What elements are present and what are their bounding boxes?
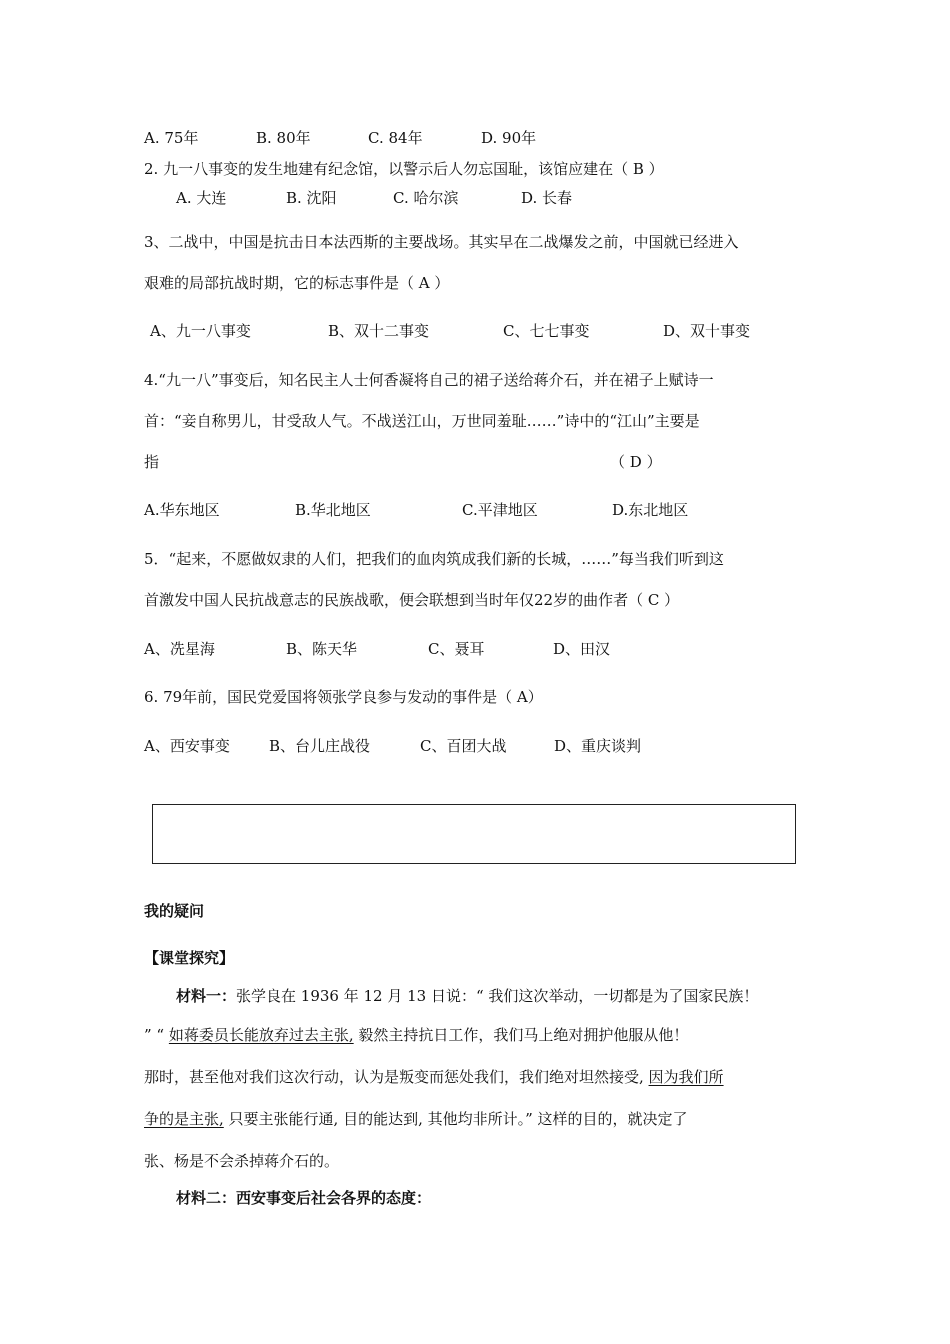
q3-option-a: A、九一八事变 bbox=[150, 322, 251, 340]
q3-line2: 艰难的局部抗战时期，它的标志事件是（ A ） bbox=[144, 274, 450, 292]
q3-option-d: D、双十事变 bbox=[663, 322, 751, 340]
q4-option-a: A.华东地区 bbox=[144, 501, 220, 519]
q6-option-d: D、重庆谈判 bbox=[554, 737, 642, 755]
material1-line4-rest: 只要主张能行通, 目的能达到, 其他均非所计。” 这样的目的，就决定了 bbox=[223, 1110, 688, 1128]
material1-line2-prefix: ” “ bbox=[144, 1026, 169, 1044]
material1-line3-text: 那时，甚至他对我们这次行动，认为是叛变而惩处我们，我们绝对坦然接受, bbox=[144, 1068, 649, 1086]
q2-option-c: C. 哈尔滨 bbox=[393, 189, 459, 207]
material1-underlined-reason: 因为我们所 bbox=[648, 1068, 724, 1086]
blank-answer-box bbox=[152, 804, 796, 864]
material1-underlined-quote: 如蒋委员长能放弃过去主张, bbox=[168, 1026, 354, 1044]
q4-line1: 4.“九一八”事变后，知名民主人士何香凝将自己的裙子送给蒋介石，并在裙子上赋诗一 bbox=[144, 371, 714, 389]
q1-option-a: A. 75年 bbox=[144, 129, 199, 147]
q1-option-c: C. 84年 bbox=[368, 129, 423, 147]
q4-option-d: D.东北地区 bbox=[612, 501, 689, 519]
my-questions-heading: 我的疑问 bbox=[144, 902, 205, 920]
explore-heading: 【课堂探究】 bbox=[144, 949, 235, 967]
q6-option-b: B、台儿庄战役 bbox=[269, 737, 371, 755]
material1-line1 bbox=[176, 985, 758, 1006]
q5-option-a: A、冼星海 bbox=[144, 640, 215, 658]
q5-line1: 5．“起来，不愿做奴隶的人们，把我们的血肉筑成我们新的长城，……”每当我们听到这 bbox=[144, 550, 724, 568]
q4-line2: 首：“妾自称男儿，甘受敌人气。不战送江山，万世同羞耻……”诗中的“江山”主要是 bbox=[144, 412, 700, 430]
q5-option-c: C、聂耳 bbox=[428, 640, 485, 658]
material1-label: 材料一： bbox=[176, 987, 237, 1005]
q3-line1: 3、二战中，中国是抗击日本法西斯的主要战场。其实早在二战爆发之前，中国就已经进入 bbox=[144, 233, 739, 251]
q4-option-b: B.华北地区 bbox=[295, 501, 371, 519]
q2-option-b: B. 沈阳 bbox=[286, 189, 337, 207]
material1-line3 bbox=[144, 1066, 724, 1087]
q1-option-b: B. 80年 bbox=[256, 129, 311, 147]
q5-option-b: B、陈天华 bbox=[286, 640, 358, 658]
material2-heading: 材料二：西安事变后社会各界的态度： bbox=[176, 1189, 432, 1207]
q5-option-d: D、田汉 bbox=[553, 640, 611, 658]
q6-option-c: C、百团大战 bbox=[420, 737, 507, 755]
material1-line5: 张、杨是不会杀掉蒋介石的。 bbox=[144, 1152, 340, 1170]
q3-option-b: B、双十二事变 bbox=[328, 322, 430, 340]
q6-text: 6. 79年前，国民党爱国将领张学良参与发动的事件是（ A） bbox=[144, 688, 543, 706]
material1-line2 bbox=[144, 1024, 688, 1045]
material1-line2-rest: 毅然主持抗日工作，我们马上绝对拥护他服从他！ bbox=[353, 1026, 689, 1044]
q3-option-c: C、七七事变 bbox=[503, 322, 590, 340]
q2-option-a: A. 大连 bbox=[176, 189, 227, 207]
q4-option-c: C.平津地区 bbox=[462, 501, 538, 519]
q5-line2: 首激发中国人民抗战意志的民族战歌，便会联想到当时年仅22岁的曲作者（ C ） bbox=[144, 591, 680, 609]
q1-option-d: D. 90年 bbox=[481, 129, 537, 147]
q4-answer: （ D ） bbox=[610, 453, 662, 471]
q2-text: 2. 九一八事变的发生地建有纪念馆，以警示后人勿忘国耻，该馆应建在（ B ） bbox=[144, 160, 664, 178]
q6-option-a: A、西安事变 bbox=[144, 737, 230, 755]
q2-option-d: D. 长春 bbox=[521, 189, 573, 207]
material1-line4 bbox=[144, 1108, 688, 1129]
material1-line1-text: 张学良在 1936 年 12 月 13 日说：“ 我们这次举动，一切都是为了国家民族！ bbox=[236, 987, 759, 1005]
q4-line3: 指 bbox=[144, 453, 160, 471]
material1-underlined-reason-cont: 争的是主张, bbox=[144, 1110, 224, 1128]
